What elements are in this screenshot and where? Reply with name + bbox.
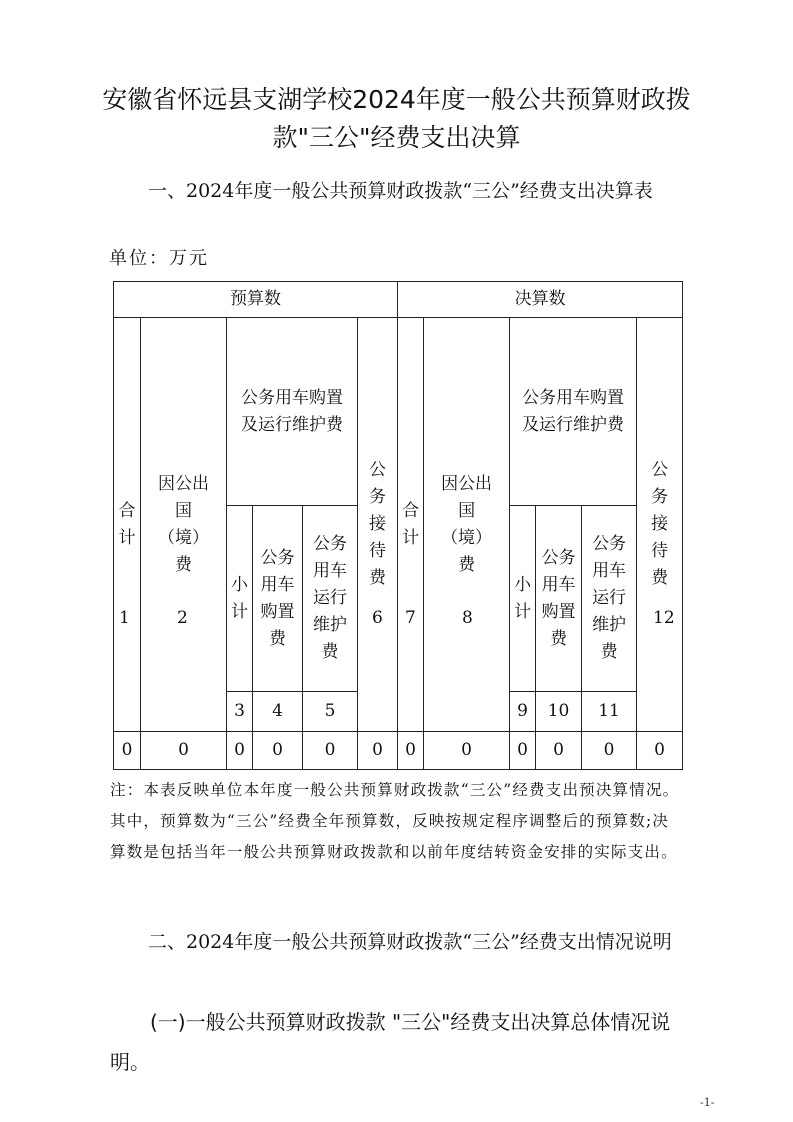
document-title-line1: 安徽省怀远县支湖学校2024年度一般公共预算财政拨 xyxy=(102,85,691,114)
col-number-12: 12 xyxy=(653,608,675,628)
col-number-6: 6 xyxy=(372,608,383,628)
budget-vehicle-header: 公务用车购置及运行维护费 xyxy=(227,318,358,506)
col-number-7: 7 xyxy=(405,608,416,628)
value-cell: 0 xyxy=(358,732,398,770)
unit-label: 单位：万元 xyxy=(109,248,209,269)
value-cell: 0 xyxy=(510,732,536,770)
final-abroad-header: 因公出国（境）费 xyxy=(424,318,510,732)
final-subtotal-header: 小计 xyxy=(510,506,536,692)
section2-heading: 二、2024年度一般公共预算财政拨款“三公”经费支出情况说明 xyxy=(148,931,672,953)
col-number-3: 3 xyxy=(227,692,253,732)
value-cell: 0 xyxy=(141,732,227,770)
value-cell: 0 xyxy=(227,732,253,770)
final-operation-header: 公务用车运行维护费 xyxy=(582,506,637,692)
final-header: 决算数 xyxy=(398,282,683,318)
col-number-11: 11 xyxy=(582,692,637,732)
document-title-line2: 款"三公"经费支出决算 xyxy=(272,123,521,152)
budget-header: 预算数 xyxy=(114,282,398,318)
budget-abroad-header: 因公出国（境）费 xyxy=(141,318,227,732)
value-cell: 0 xyxy=(424,732,510,770)
col-number-8: 8 xyxy=(462,608,473,628)
value-cell: 0 xyxy=(253,732,303,770)
col-number-1: 1 xyxy=(119,608,130,628)
value-cell: 0 xyxy=(582,732,637,770)
value-cell: 0 xyxy=(303,732,358,770)
page-number: -1- xyxy=(700,1096,715,1109)
final-reception-header: 公务接待费 xyxy=(637,318,683,732)
three-public-expenses-table xyxy=(113,281,683,770)
value-cell: 0 xyxy=(536,732,582,770)
budget-purchase-header: 公务用车购置费 xyxy=(253,506,303,692)
value-cell: 0 xyxy=(114,732,141,770)
col-number-10: 10 xyxy=(536,692,582,732)
col-number-2: 2 xyxy=(177,608,188,628)
table-note: 注：本表反映单位本年度一般公共预算财政拨款“三公”经费支出预决算情况。其中，预算数为“三公”经费全年预算数，反映按规定程序调整后的预算数;决算数是包括当年一般公共预算财政拨款和以前年度结转资金安排的实际支出。 xyxy=(110,781,680,861)
value-cell: 0 xyxy=(398,732,424,770)
value-cell: 0 xyxy=(637,732,683,770)
budget-subtotal-header: 小计 xyxy=(227,506,253,692)
subsection1-heading: (一)一般公共预算财政拨款 "三公"经费支出决算总体情况说明。 xyxy=(110,1010,671,1074)
final-purchase-header: 公务用车购置费 xyxy=(536,506,582,692)
final-total-header: 合计 xyxy=(398,318,424,732)
section1-heading: 一、2024年度一般公共预算财政拨款“三公”经费支出决算表 xyxy=(148,180,653,202)
col-number-9: 9 xyxy=(510,692,536,732)
final-vehicle-header: 公务用车购置及运行维护费 xyxy=(510,318,637,506)
budget-total-header: 合计 xyxy=(114,318,141,732)
col-number-5: 5 xyxy=(303,692,358,732)
budget-operation-header: 公务用车运行维护费 xyxy=(303,506,358,692)
budget-reception-header: 公务接待费 xyxy=(358,318,398,732)
col-number-4: 4 xyxy=(253,692,303,732)
